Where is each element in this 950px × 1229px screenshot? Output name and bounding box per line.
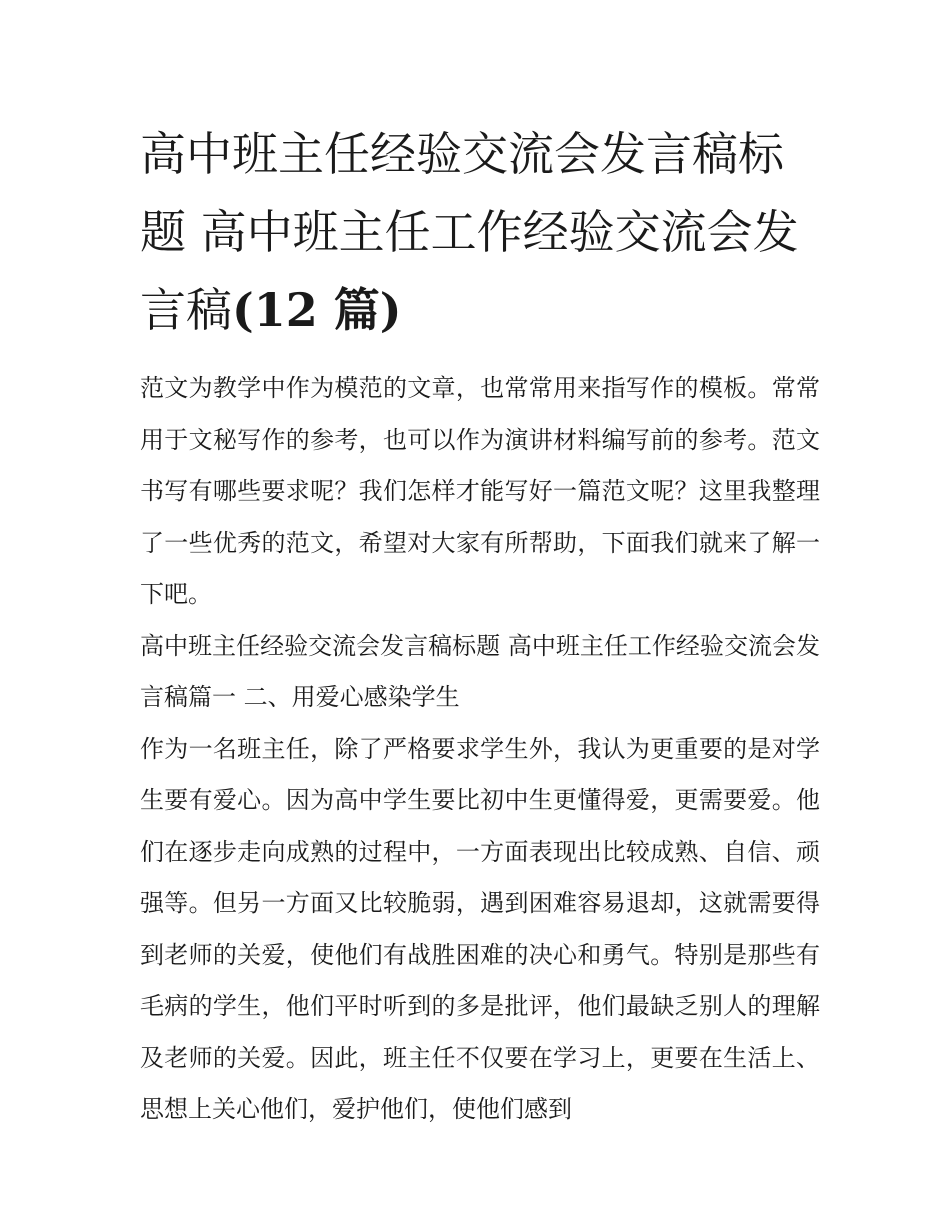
document-page [140, 115, 820, 1136]
title-count: (12 篇) [232, 283, 402, 337]
document-title [140, 115, 820, 349]
title-text: 高中班主任经验交流会发言稿标题 高中班主任工作经验交流会发言稿 [140, 127, 799, 337]
body-paragraph: 作为一名班主任，除了严格要求学生外，我认为更重要的是对学生要有爱心。因为高中学生要比初中生更懂得爱，更需要爱。他们在逐步走向成熟的过程中，一方面表现出比较成熟、自信、顽强等。但另一方面又比较脆弱，遇到困难容易退却，这就需要得到老师的关爱，使他们有战胜困难的决心和勇气。特别是那些有毛病的学生，他们平时听到的多是批评，他们最缺乏别人的理解及老师的关爱。因此，班主任不仅要在学习上，更要在生活上、思想上关心他们，爱护他们，使他们感到 [140, 734, 820, 1123]
intro-paragraph: 范文为教学中作为模范的文章，也常常用来指写作的模板。常常用于文秘写作的参考，也可以作为演讲材料编写前的参考。范文书写有哪些要求呢？我们怎样才能写好一篇范文呢？这里我整理了一些优秀的范文，希望对大家有所帮助，下面我们就来了解一下吧。 [140, 374, 820, 608]
section-heading: 高中班主任经验交流会发言稿标题 高中班主任工作经验交流会发言稿篇一 二、用爱心感染学生 [140, 631, 820, 711]
